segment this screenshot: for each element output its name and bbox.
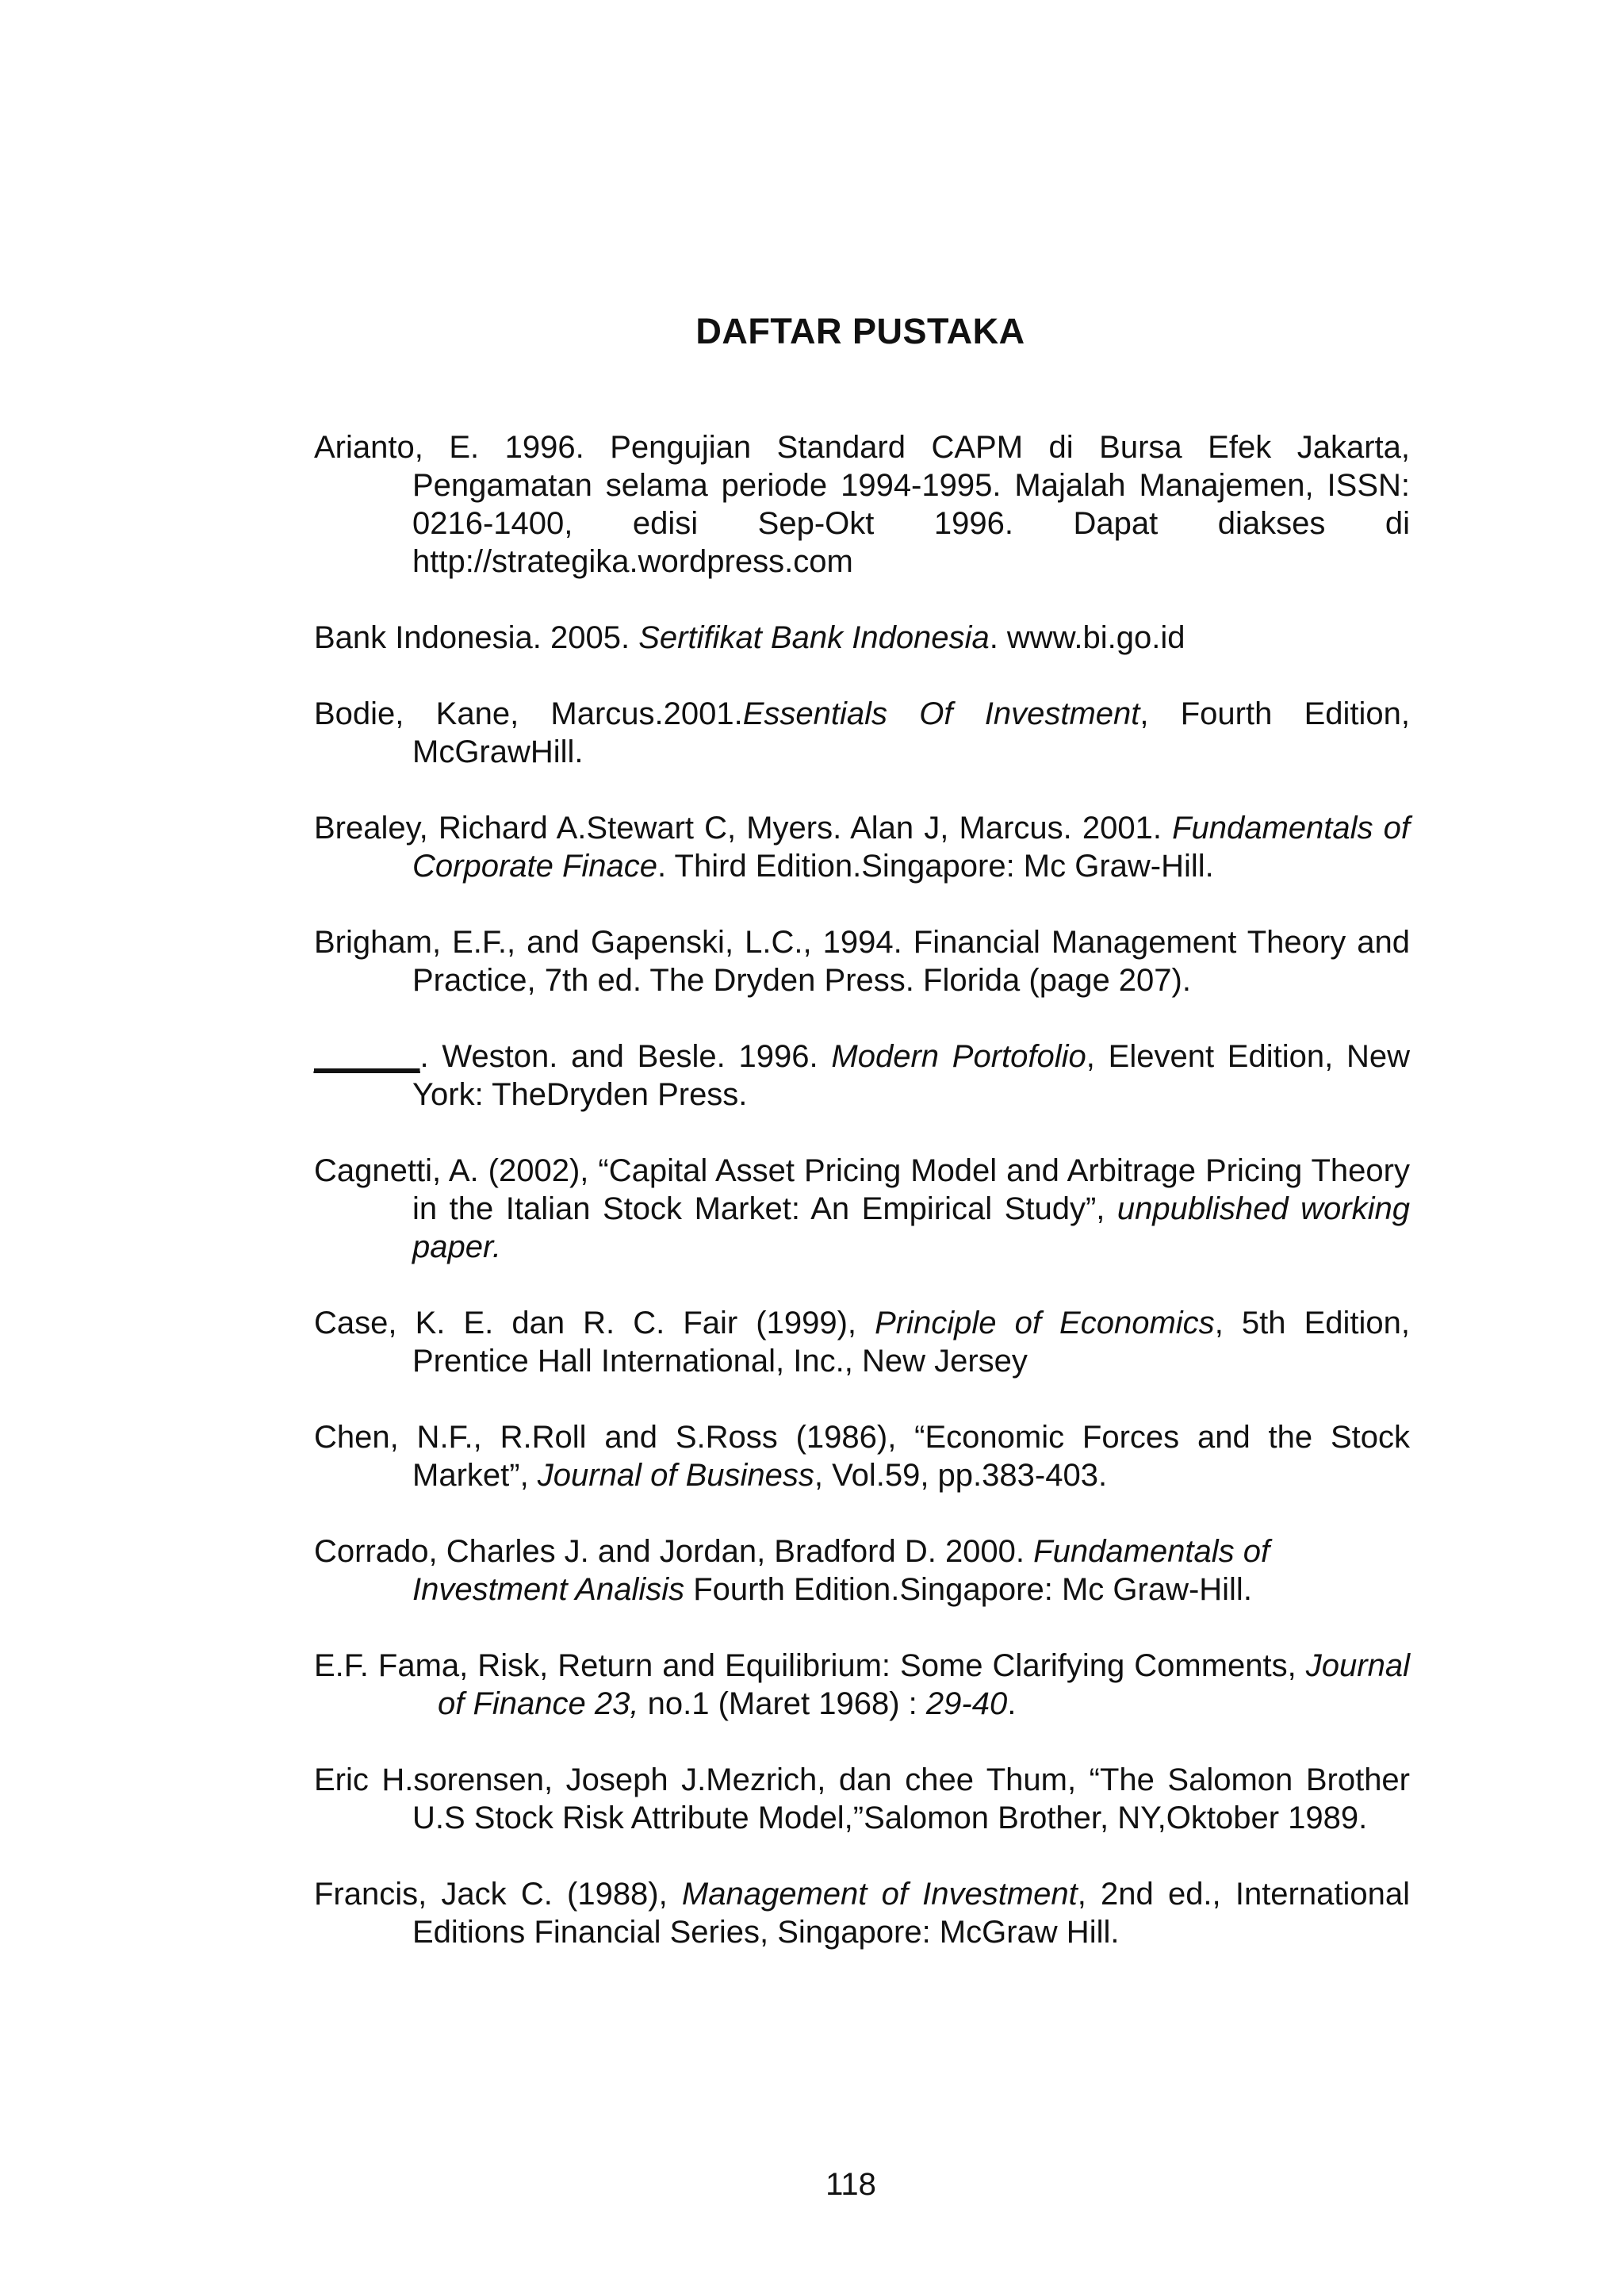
reference-text: Cagnetti, A. (2002), “Capital Asset Pricing Model and Arbitrage Pricing Theory in the Italian Stock Market: An Empirical Study”, (314, 1153, 1410, 1226)
reference-entry (314, 1152, 1410, 1266)
reference-text: , Elevent Edition, New York: TheDryden Press. (412, 1039, 1411, 1112)
reference-text: , 2nd ed., International Editions Financial Series, Singapore: McGraw Hill. (412, 1877, 1410, 1950)
reference-text: Eric H.sorensen, Joseph J.Mezrich, dan chee Thum, “The Salomon Brother U.S Stock Risk Attribute Model,”Salomon Brother, NY,Oktober 1989. (314, 1762, 1410, 1835)
reference-italic-text: Sertifikat Bank Indonesia (638, 620, 990, 655)
reference-text: , 5th Edition, Prentice Hall International, Inc., New Jersey (412, 1306, 1410, 1379)
reference-entry (314, 923, 1410, 999)
reference-text: Case, K. E. dan R. C. Fair (1999), (314, 1306, 875, 1340)
reference-italic-text: 29-40 (925, 1686, 1008, 1721)
reference-italic-text: Principle of Economics (875, 1306, 1215, 1340)
reference-italic-text: Journal of Business (537, 1458, 814, 1493)
reference-entry (314, 1532, 1410, 1609)
reference-text: Brigham, E.F., and Gapenski, L.C., 1994. Financial Management Theory and Practice, 7th ed. The Dryden Press. Florida (page 207). (314, 925, 1410, 998)
reference-entry (314, 619, 1410, 657)
reference-text: . Weston. and Besle. 1996. (419, 1039, 832, 1074)
reference-entry (314, 695, 1410, 771)
reference-italic-text: Journal of Finance 23, (438, 1648, 1410, 1721)
reference-italic-text: Management of Investment (681, 1877, 1078, 1912)
reference-entry (314, 1761, 1410, 1837)
reference-text: . Third Edition.Singapore: Mc Graw-Hill. (657, 849, 1214, 884)
reference-italic-text: Fundamentals of Investment Analisis (412, 1534, 1270, 1607)
reference-entry (314, 1647, 1410, 1723)
reference-list (314, 428, 1410, 1989)
reference-entry (314, 1875, 1410, 1951)
reference-blank-line: ______ (314, 1039, 420, 1074)
reference-entry (314, 1418, 1410, 1494)
reference-text: . www.bi.go.id (989, 620, 1185, 655)
reference-entry (314, 809, 1410, 885)
reference-text: Francis, Jack C. (1988), (314, 1877, 682, 1912)
reference-text: Arianto, E. 1996. Pengujian Standard CAPM di Bursa Efek Jakarta, Pengamatan selama periode 1994-1995. Majalah Manajemen, ISSN: 0216-1400, edisi Sep-Okt 1996. Dapat diakses di http://strategika.wordpress.com (314, 430, 1410, 579)
reference-text: Bodie, Kane, Marcus.2001. (314, 696, 743, 731)
page-number: 118 (825, 2167, 876, 2202)
reference-italic-text: unpublished working paper. (412, 1191, 1410, 1264)
reference-text: . (1007, 1686, 1017, 1721)
reference-text: Brealey, Richard A.Stewart C, Myers. Alan J, Marcus. 2001. (314, 811, 1173, 846)
reference-text: Chen, N.F., R.Roll and S.Ross (1986), “Economic Forces and the Stock Market”, (314, 1420, 1410, 1493)
reference-text: , Fourth Edition, McGrawHill. (412, 696, 1410, 769)
reference-text: Fourth Edition.Singapore: Mc Graw-Hill. (684, 1572, 1252, 1607)
reference-entry (314, 1037, 1410, 1114)
reference-italic-text: Essentials Of Investment (742, 696, 1140, 731)
reference-italic-text: Modern Portofolio (831, 1039, 1086, 1074)
reference-text: , Vol.59, pp.383-403. (814, 1458, 1108, 1493)
reference-text: Bank Indonesia. 2005. (314, 620, 639, 655)
reference-text: no.1 (Maret 1968) : (638, 1686, 926, 1721)
page-title: DAFTAR PUSTAKA (695, 311, 1025, 351)
reference-text: E.F. Fama, Risk, Return and Equilibrium: Some Clarifying Comments, (314, 1648, 1306, 1683)
reference-entry (314, 1304, 1410, 1380)
reference-italic-text: Fundamentals of Corporate Finace (412, 811, 1411, 884)
reference-text: Corrado, Charles J. and Jordan, Bradford D. 2000. (314, 1534, 1034, 1569)
reference-entry (314, 428, 1410, 581)
